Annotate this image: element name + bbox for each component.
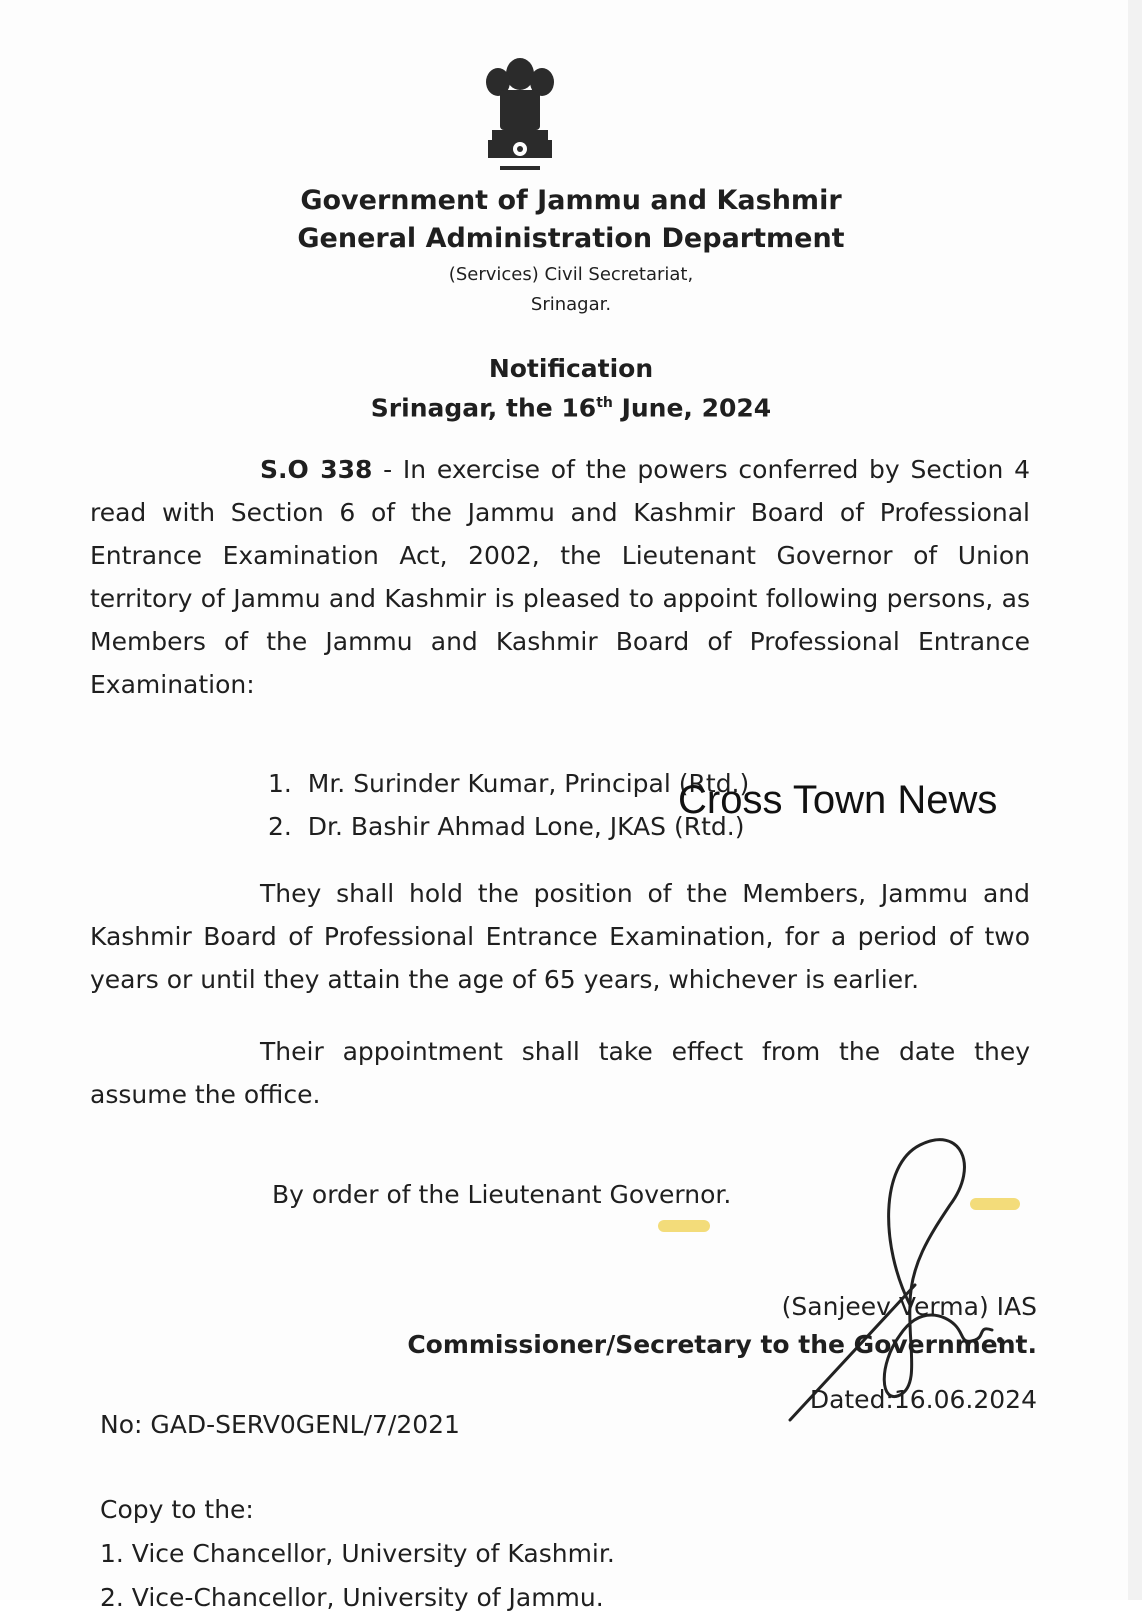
so-number: S.O 338 xyxy=(260,455,373,484)
highlight-mark xyxy=(658,1220,710,1232)
list-item: 1. Vice Chancellor, University of Kashmir. xyxy=(100,1539,615,1568)
header-block xyxy=(0,182,1142,258)
list-item: 1. Mr. Surinder Kumar, Principal (Rtd.) xyxy=(268,769,750,798)
order-line: By order of the Lieutenant Governor. xyxy=(272,1180,732,1209)
copy-to-heading: Copy to the: xyxy=(100,1495,254,1524)
department-title: General Administration Department xyxy=(297,223,845,254)
reference-number: No: GAD-SERV0GENL/7/2021 xyxy=(100,1410,460,1439)
list-item: 2. Vice-Chancellor, University of Jammu. xyxy=(100,1583,604,1612)
address-line-1: (Services) Civil Secretariat, xyxy=(448,264,694,285)
tenure-paragraph: They shall hold the position of the Members, Jammu and Kashmir Board of Professional Entrance Examination, for a period of two years or until they attain the age of 65 years, whichever is earlier. xyxy=(90,879,1030,994)
notification-title: Notification xyxy=(488,354,654,383)
address-block xyxy=(0,260,1142,320)
list-item: 2. Dr. Bashir Ahmad Lone, JKAS (Rtd.) xyxy=(268,812,745,841)
address-line-2: Srinagar. xyxy=(530,294,612,315)
state-emblem-icon xyxy=(470,52,570,182)
notification-date: Srinagar, the 16th June, 2024 xyxy=(370,393,772,423)
signatory-name: (Sanjeev Verma) IAS xyxy=(781,1292,1037,1321)
watermark-text: Cross Town News xyxy=(678,778,998,822)
signature-date: Dated:16.06.2024 xyxy=(809,1385,1037,1414)
government-title: Government of Jammu and Kashmir xyxy=(300,185,842,216)
order-text: - In exercise of the powers conferred by Section 4 read with Section 6 of the Jammu and Kashmir Board of Professional Entrance Examination Act, 2002, the Lieutenant Governor of Union territory of Jammu and Kashmir is pleased to appoint following persons, as Members of the Jammu and Kashmir Board of Professional Entrance Examination: xyxy=(90,455,1030,699)
effect-paragraph: Their appointment shall take effect from the date they assume the office. xyxy=(90,1037,1030,1109)
notification-heading xyxy=(0,352,1142,425)
signatory-title: Commissioner/Secretary to the Government. xyxy=(407,1330,1037,1359)
order-paragraph xyxy=(90,448,1030,706)
copy-to-block xyxy=(100,1488,615,1620)
